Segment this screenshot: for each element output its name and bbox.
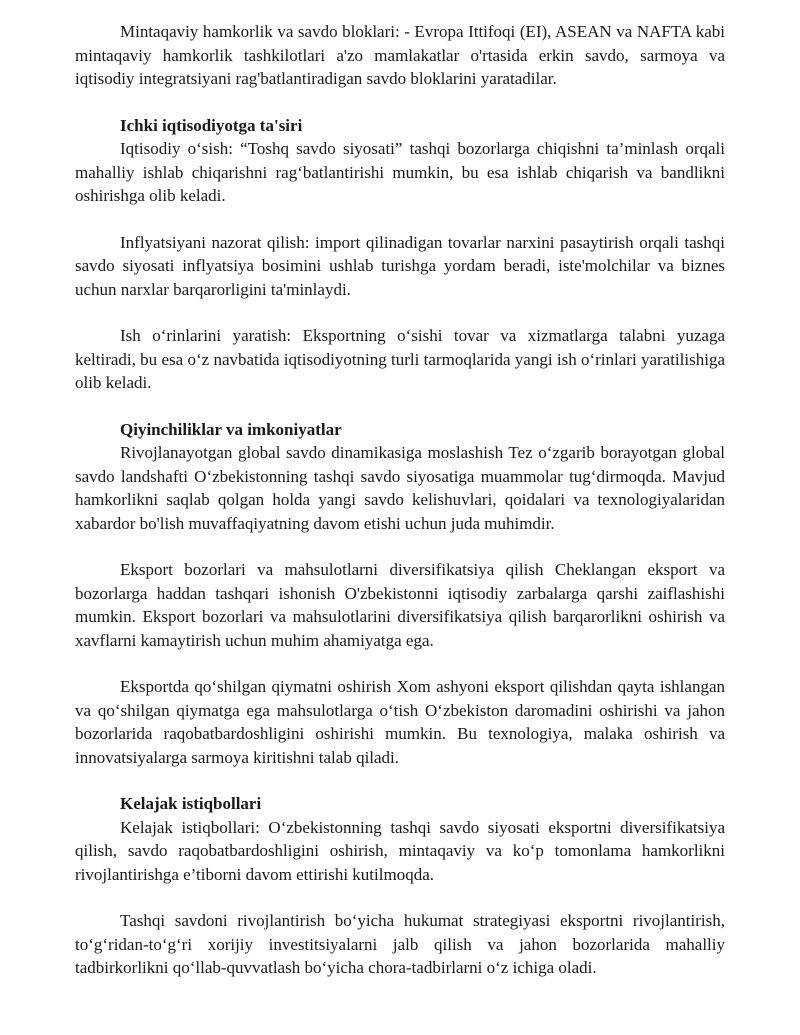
paragraph-export-diversification: Eksport bozorlari va mahsulotlarni diversifikatsiya qilish Cheklangan eksport va bozorlarga haddan tashqari ishonish O'zbekistonni iqtisodiy zarbalarga qarshi zaiflashishi mumkin. Eksport bozorlari va mahsulotlarini diversifikatsiya qilish barqarorlikni oshirish va xavflarni kamaytirish uchun muhim ahamiyatga ega. bbox=[75, 560, 725, 650]
heading-domestic-economy-impact: Ichki iqtisodiyotga ta'siri bbox=[120, 115, 303, 135]
paragraph-inflation-control: Inflyatsiyani nazorat qilish: import qilinadigan tovarlar narxini pasaytirish orqali tashqi savdo siyosati inflyatsiya bosimini ushlab turishga yordam beradi, iste'molchilar va biznes uchun narxlar barqarorligini ta'minlaydi. bbox=[75, 232, 725, 299]
paragraph-value-added-exports: Eksportda qo‘shilgan qiymatni oshirish Xom ashyoni eksport qilishdan qayta ishlangan va qo‘shilgan qiymatga ega mahsulotlarga o‘tish O‘zbekiston daromadini oshirishi va jahon bozorlarida raqobatbardoshligini oshirishi mumkin. Bu texnologiya, malaka oshirish va innovatsiyalarga sarmoya kiritishni talab qiladi. bbox=[75, 677, 725, 767]
heading-challenges-opportunities: Qiyinchiliklar va imkoniyatlar bbox=[120, 419, 342, 439]
heading-future-prospects: Kelajak istiqbollari bbox=[120, 794, 262, 813]
paragraph-global-trade-adaptation: Rivojlanayotgan global savdo dinamikasiga moslashish Tez o‘zgarib borayotgan global savdo landshafti O‘zbekistonning tashqi savdo siyosatiga muammolar tug‘dirmoqda. Mavjud hamkorlikni saqlab qolgan holda yangi savdo kelishuvlari, qoidalari va texnologiyalaridan xabardor bo'lish muvaffaqiyatning davom etishi uchun juda muhimdir. bbox=[75, 443, 725, 533]
paragraph-regional-cooperation: Mintaqaviy hamkorlik va savdo bloklari: - Evropa Ittifoqi (EI), ASEAN va NAFTA kabi mintaqaviy hamkorlik tashkilotlari a'zo mamlakatlar o'rtasida erkin savdo, sarmoya va iqtisodiy integratsiyani rag'batlantiradigan savdo bloklarini yaratadilar. bbox=[75, 22, 725, 88]
paragraph-future-outlook: Kelajak istiqbollari: O‘zbekistonning tashqi savdo siyosati eksportni diversifikatsiya qilish, savdo raqobatbardoshligini oshirish, mintaqaviy va ko‘p tomonlama hamkorlikni rivojlantirishga e’tiborni davom ettirishi kutilmoqda. bbox=[75, 817, 725, 884]
paragraph-economic-growth: Iqtisodiy o‘sish: “Toshq savdo siyosati” tashqi bozorlarga chiqishni ta’minlash orqali mahalliy ishlab chiqarishni rag‘batlantirishi mumkin, bu esa ishlab chiqarish va bandlikni oshirishga olib keladi. bbox=[75, 139, 725, 205]
paragraph-job-creation: Ish o‘rinlarini yaratish: Eksportning o‘sishi tovar va xizmatlarga talabni yuzaga keltiradi, bu esa o‘z navbatida iqtisodiyotning turli tarmoqlarida yangi ish o‘rinlari yaratilishiga olib keladi. bbox=[75, 326, 725, 392]
paragraph-government-strategy: Tashqi savdoni rivojlantirish bo‘yicha hukumat strategiyasi eksportni rivojlantirish, to‘g‘ridan-to‘g‘ri xorijiy investitsiyalarni jalb qilish va jahon bozorlarida mahalliy tadbirkorlikni qo‘llab-quvvatlash bo‘yicha chora-tadbirlarni o‘z ichiga oladi. bbox=[75, 911, 725, 977]
document-page bbox=[75, 20, 725, 980]
